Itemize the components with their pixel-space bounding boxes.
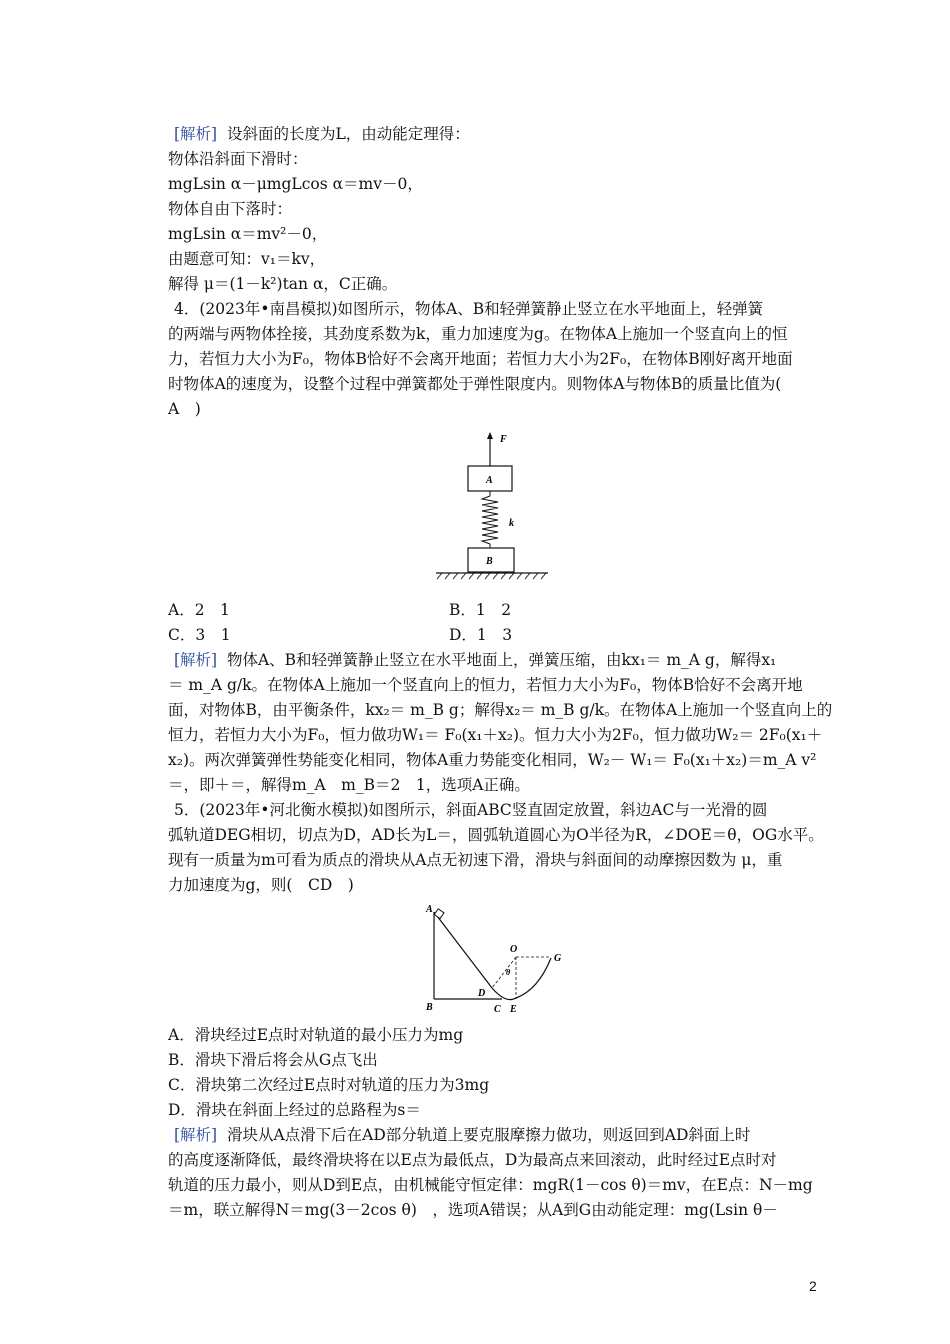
- solution-3-line-2: 物体沿斜面下滑时：: [168, 150, 308, 168]
- analysis-tag: [解析]: [174, 1126, 218, 1144]
- incline-slope: [434, 912, 492, 988]
- label-k: k: [509, 518, 514, 529]
- page-number: 2: [809, 1278, 817, 1294]
- label-D: D: [478, 988, 486, 999]
- solution-4-line-1: [解析] 物体A、B和轻弹簧静止竖立在水平地面上，弹簧压缩，由kx₁＝ m_A g，解得x₁: [174, 651, 777, 669]
- question-5-line-4: 力加速度为g，则( CD ): [168, 876, 354, 894]
- question-5-line-3: 现有一质量为m可看为质点的滑块从A点无初速下滑，滑块与斜面间的动摩擦因数为 μ，重: [168, 851, 783, 869]
- label-C: C: [494, 1004, 501, 1015]
- label-F: F: [500, 434, 507, 445]
- analysis-tag: [解析]: [174, 651, 218, 669]
- spring: [482, 491, 498, 548]
- question-5-option-d: D．滑块在斜面上经过的总路程为s＝: [168, 1101, 421, 1119]
- solution-4-line-4: 恒力，若恒力大小为F₀，恒力做功W₁＝ F₀(x₁＋x₂)。恒力大小为2F₀，恒力做功W₂＝ 2F₀(x₁＋: [168, 726, 823, 744]
- solution-4-line-6: ＝，即＋＝，解得m_A m_B＝2 1，选项A正确。: [168, 776, 530, 794]
- solution-5-line-2: 的高度逐渐降低，最终滑块将在以E点为最低点，D为最高点来回滚动，此时经过E点时对: [168, 1151, 777, 1169]
- spring-system-figure: [430, 430, 555, 585]
- analysis-tag: [解析]: [174, 125, 218, 143]
- label-theta: θ: [506, 968, 511, 977]
- solution-3-line-6: 由题意可知：v₁＝kv，: [168, 250, 326, 268]
- solution-3-line-3: mgLsin α－μmgLcos α＝mv－0，: [168, 175, 423, 193]
- label-G: G: [554, 953, 562, 964]
- question-5-line-2: 弧轨道DEG相切，切点为D，AD长为L＝，圆弧轨道圆心为O半径为R，∠DOE＝θ，OG水平。: [168, 826, 824, 844]
- question-5-option-c: C．滑块第二次经过E点时对轨道的压力为3mg: [168, 1076, 490, 1094]
- solution-5-line-4: ＝m，联立解得N＝mg(3－2cos θ) ，选项A错误；从A到G由动能定理：mg(Lsin θ－: [168, 1201, 778, 1219]
- ground-hatching: [437, 573, 546, 579]
- question-4-line-1: 4．(2023年•南昌模拟)如图所示，物体A、B和轻弹簧静止竖立在水平地面上，轻弹簧: [174, 300, 764, 318]
- label-A: A: [486, 475, 493, 486]
- label-A: A: [426, 904, 433, 915]
- solution-4-line-5: x₂)。两次弹簧弹性势能变化相同，物体A重力势能变化相同，W₂－ W₁＝ F₀(x₁＋x₂)＝m_A v²: [168, 751, 817, 769]
- question-4-line-4: 时物体A的速度为，设整个过程中弹簧都处于弹性限度内。则物体A与物体B的质量比值为(: [168, 375, 782, 393]
- question-4-line-5: A ): [168, 400, 201, 418]
- solution-3-line-7: 解得 μ＝(1－k²)tan α，C正确。: [168, 275, 398, 293]
- radius-OD: [492, 957, 516, 988]
- solution-5-line-1: [解析] 滑块从A点滑下后在AD部分轨道上要克服摩擦力做功，则返回到AD斜面上时: [174, 1126, 751, 1144]
- label-B: B: [426, 1002, 433, 1013]
- label-O: O: [510, 944, 518, 955]
- question-5-line-1: 5．(2023年•河北衡水模拟)如图所示，斜面ABC竖直固定放置，斜边AC与一光滑的圆: [174, 801, 768, 819]
- solution-3-line-4: 物体自由下落时：: [168, 200, 293, 218]
- incline-track-figure: [420, 900, 580, 1020]
- label-B: B: [486, 556, 493, 567]
- question-4-option-b: B．1 2: [449, 601, 512, 619]
- solution-3-line-5: mgLsin α＝mv²－0，: [168, 225, 328, 243]
- question-5-option-a: A．滑块经过E点时对轨道的最小压力为mg: [168, 1026, 464, 1044]
- force-arrow-head: [487, 432, 493, 439]
- question-4-option-a: A．2 1: [168, 601, 230, 619]
- question-5-option-b: B．滑块下滑后将会从G点飞出: [168, 1051, 378, 1069]
- question-4-line-3: 力，若恒力大小为F₀，物体B恰好不会离开地面；若恒力大小为2F₀，在物体B刚好离开地面: [168, 350, 793, 368]
- question-4-line-2: 的两端与两物体拴接，其劲度系数为k，重力加速度为g。在物体A上施加一个竖直向上的恒: [168, 325, 788, 343]
- label-E: E: [510, 1004, 517, 1015]
- solution-4-line-3: 面，对物体B，由平衡条件，kx₂＝ m_B g；解得x₂＝ m_B g/k。在物体A上施加一个竖直向上的: [168, 701, 833, 719]
- solution-3-line-1: [解析] 设斜面的长度为L，由动能定理得：: [174, 125, 470, 143]
- solution-5-line-3: 轨道的压力最小，则从D到E点，由机械能守恒定律：mgR(1－cos θ)＝mv，在E点：N－mg: [168, 1176, 813, 1194]
- solution-4-line-2: ＝ m_A g/k。在物体A上施加一个竖直向上的恒力，若恒力大小为F₀，物体B恰好不会离开地: [168, 676, 803, 694]
- slider-block: [434, 909, 444, 919]
- question-4-option-c: C．3 1: [168, 626, 231, 644]
- circular-track: [492, 958, 551, 1000]
- question-4-option-d: D．1 3: [449, 626, 513, 644]
